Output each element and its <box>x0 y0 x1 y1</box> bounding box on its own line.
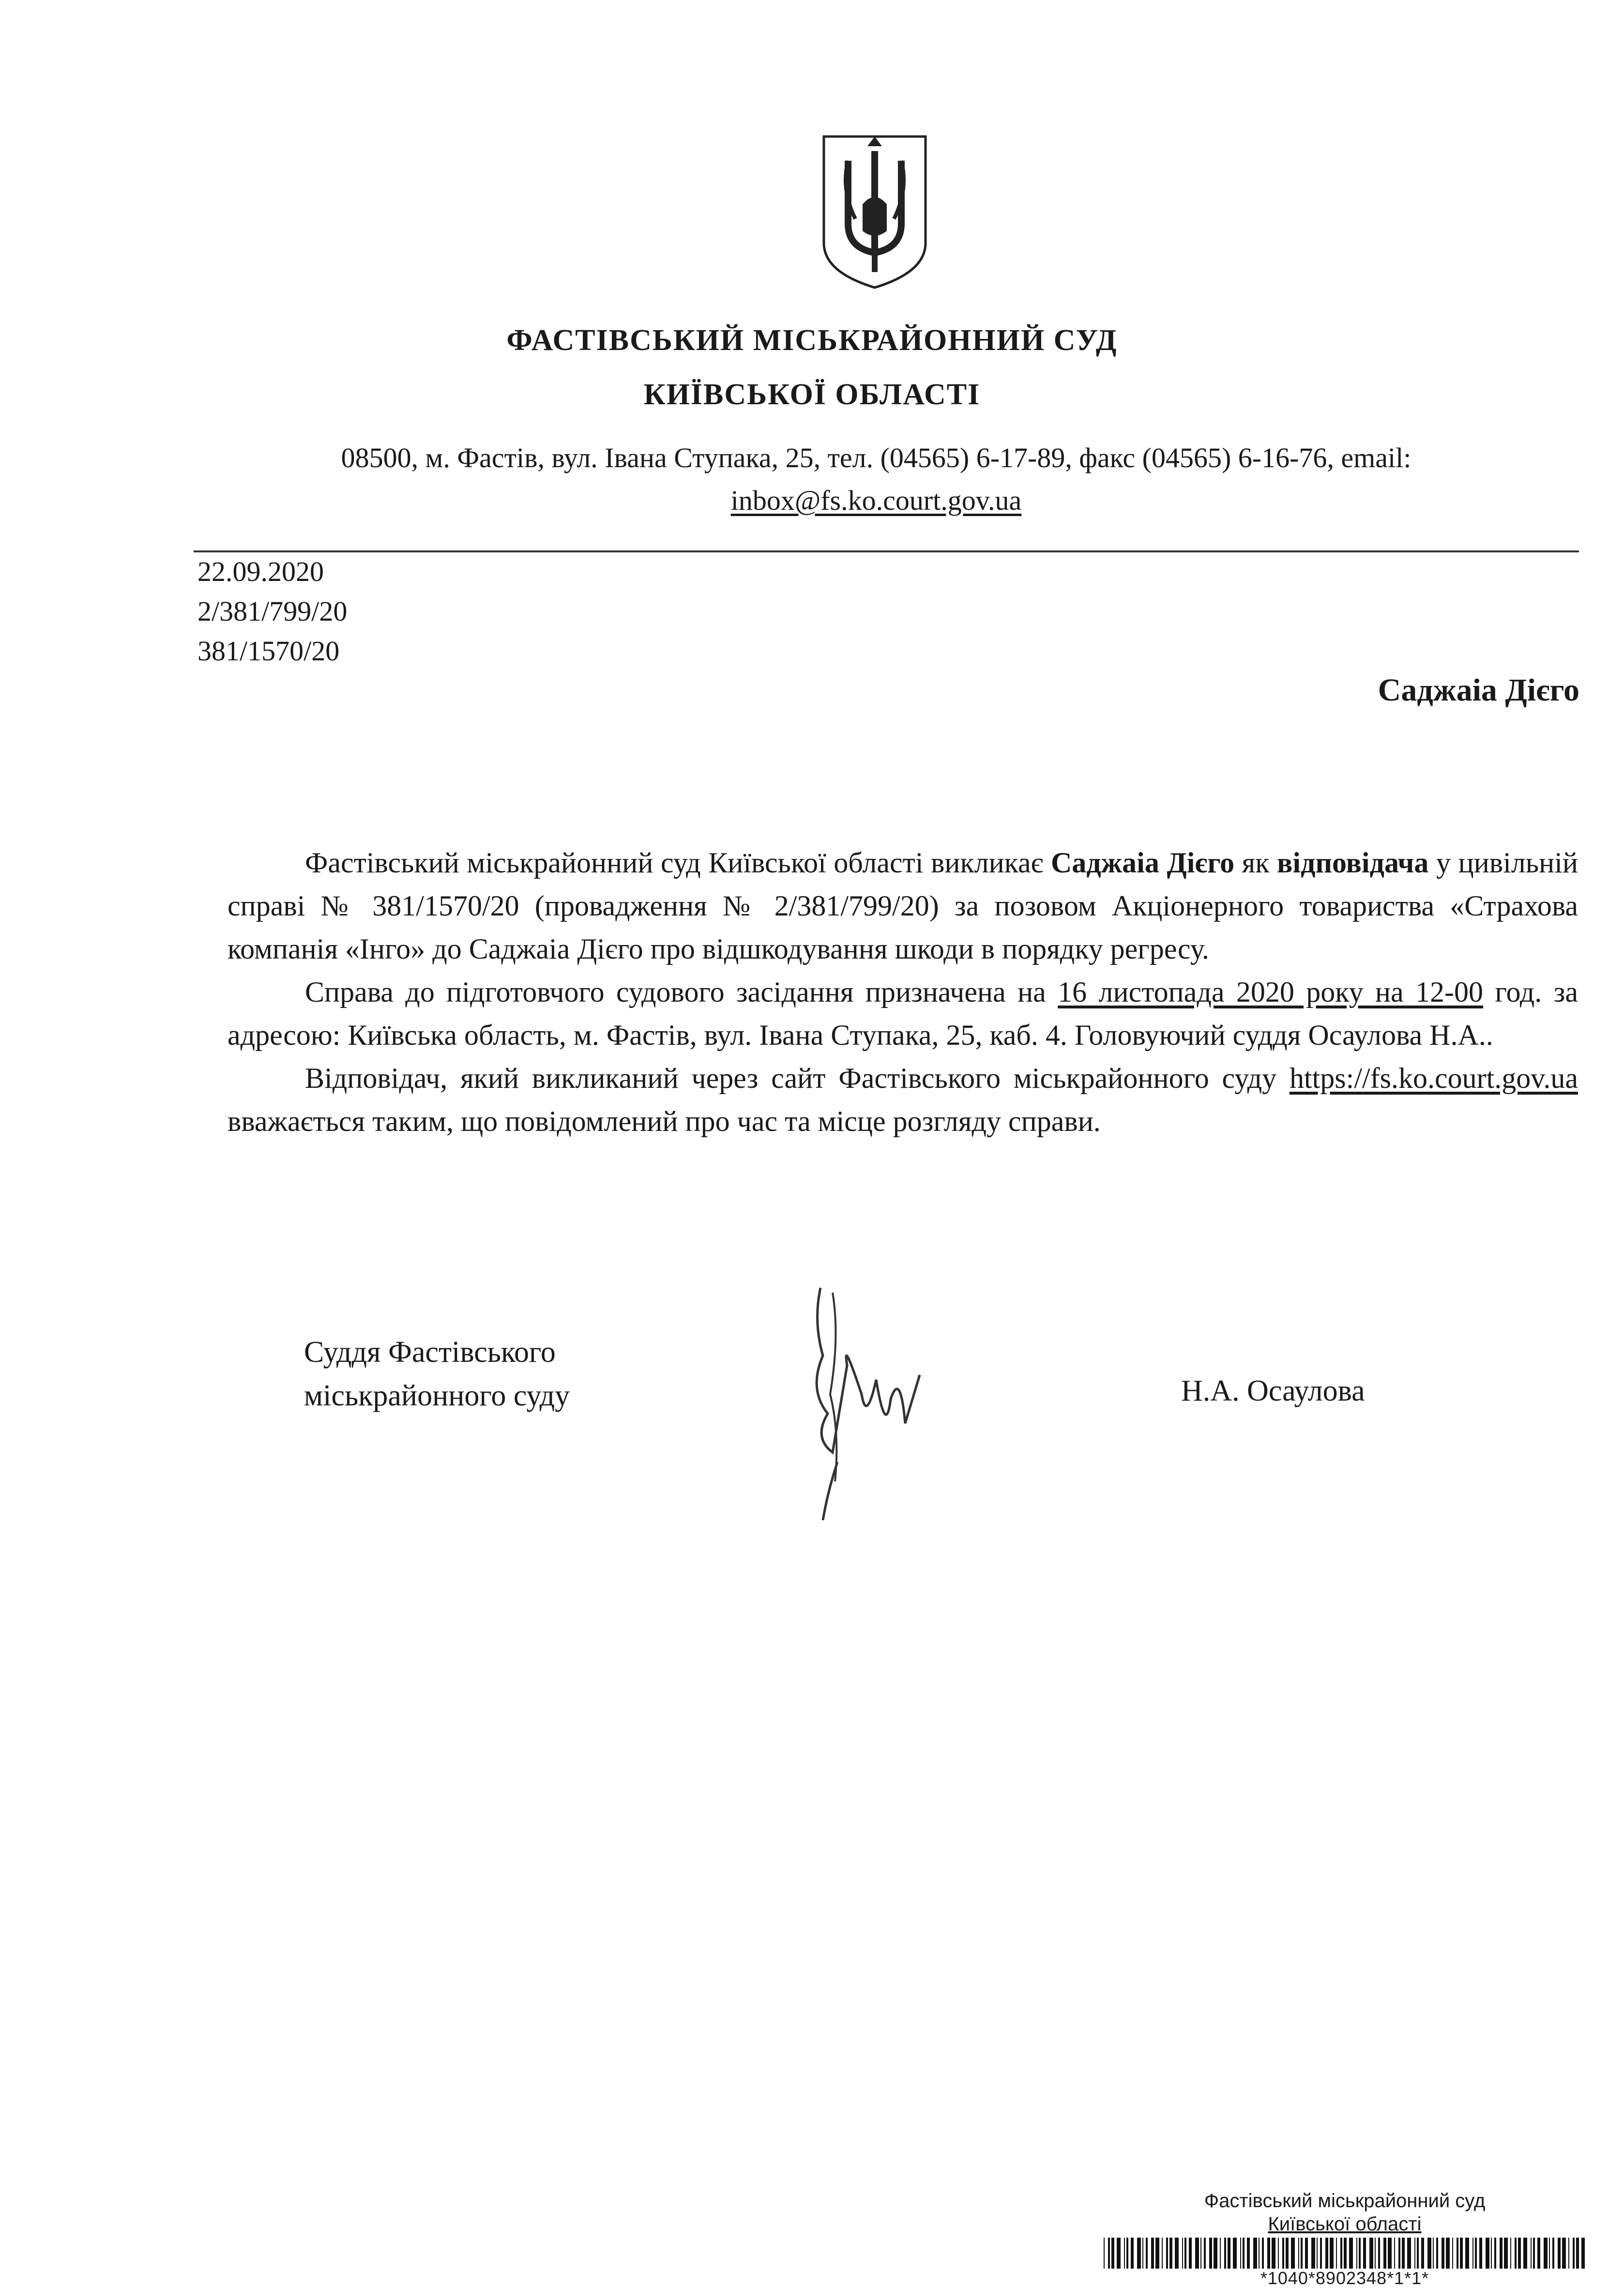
handwritten-signature <box>794 1278 939 1530</box>
p1-text-b: як <box>1234 847 1277 879</box>
proceeding-number: 2/381/799/20 <box>197 595 348 627</box>
case-number: 381/1570/20 <box>197 635 340 667</box>
email-link[interactable]: inbox@fs.ko.court.gov.ua <box>730 485 1022 516</box>
paragraph-summons <box>228 841 1578 971</box>
p1-text-a: Фастівський міськрайонний суд Київської області викликає <box>305 847 1051 879</box>
court-name-line1: ФАСТІВСЬКИЙ МІСЬКРАЙОННИЙ СУД <box>506 324 1118 357</box>
p1-text-c: у цивільній справі № 381/1570/20 (провадження № 2/381/799/20) за позовом Акціонерного товариства «Страхова компанія «Інго» до Саджаіа Дієго про відшкодування шкоди в порядку регресу. <box>228 847 1578 965</box>
court-address <box>189 437 1563 522</box>
paragraph-notice <box>228 1057 1578 1143</box>
stamp-line2: Київської області <box>1268 2213 1422 2235</box>
judge-title-line2: міськрайонного суду <box>304 1379 570 1412</box>
court-website-link[interactable]: https://fs.ko.court.gov.ua <box>1289 1062 1578 1094</box>
letter-date: 22.09.2020 <box>197 556 324 587</box>
p3-text-b: вважається таким, що повідомлений про час та місце розгляду справи. <box>228 1105 1101 1137</box>
judge-title-line1: Суддя Фастівського <box>304 1336 556 1369</box>
p2-text-b: год. за адресою: Київська область, м. Фастів, вул. Івана Ступака, 25, каб. 4. Головуючий суддя Осаулова Н.А.. <box>228 976 1578 1051</box>
stamp-line1: Фастівський міськрайонний суд <box>1204 2190 1486 2212</box>
hearing-date: 16 листопада 2020 року на 12-00 <box>1058 976 1484 1008</box>
barcode-icon <box>1103 2238 1587 2269</box>
judge-name: Н.А. Осаулова <box>1181 1374 1365 1407</box>
court-name-line2: КИЇВСЬКОЇ ОБЛАСТІ <box>643 378 981 411</box>
address-text: 08500, м. Фастів, вул. Івана Ступака, 25, тел. (04565) 6-17-89, факс (04565) 6-16-76, email: <box>341 442 1412 473</box>
trident-coat-of-arms-icon <box>819 132 930 291</box>
p1-role: відповідача <box>1277 847 1429 879</box>
paragraph-hearing <box>228 971 1578 1057</box>
recipient-name: Саджаіа Дієго <box>1378 672 1579 708</box>
court-registration-stamp <box>1103 2189 1587 2288</box>
header-divider <box>194 550 1579 552</box>
judge-title <box>304 1330 570 1418</box>
p1-defendant-name: Саджаіа Дієго <box>1050 847 1235 879</box>
p2-text-a: Справа до підготовчого судового засідання призначена на <box>305 976 1058 1008</box>
barcode-number: *1040*8902348*1*1* <box>1260 2268 1429 2288</box>
letter-body <box>228 841 1578 1143</box>
p3-text-a: Відповідач, який викликаний через сайт Фастівського міськрайонного суду <box>305 1062 1290 1094</box>
